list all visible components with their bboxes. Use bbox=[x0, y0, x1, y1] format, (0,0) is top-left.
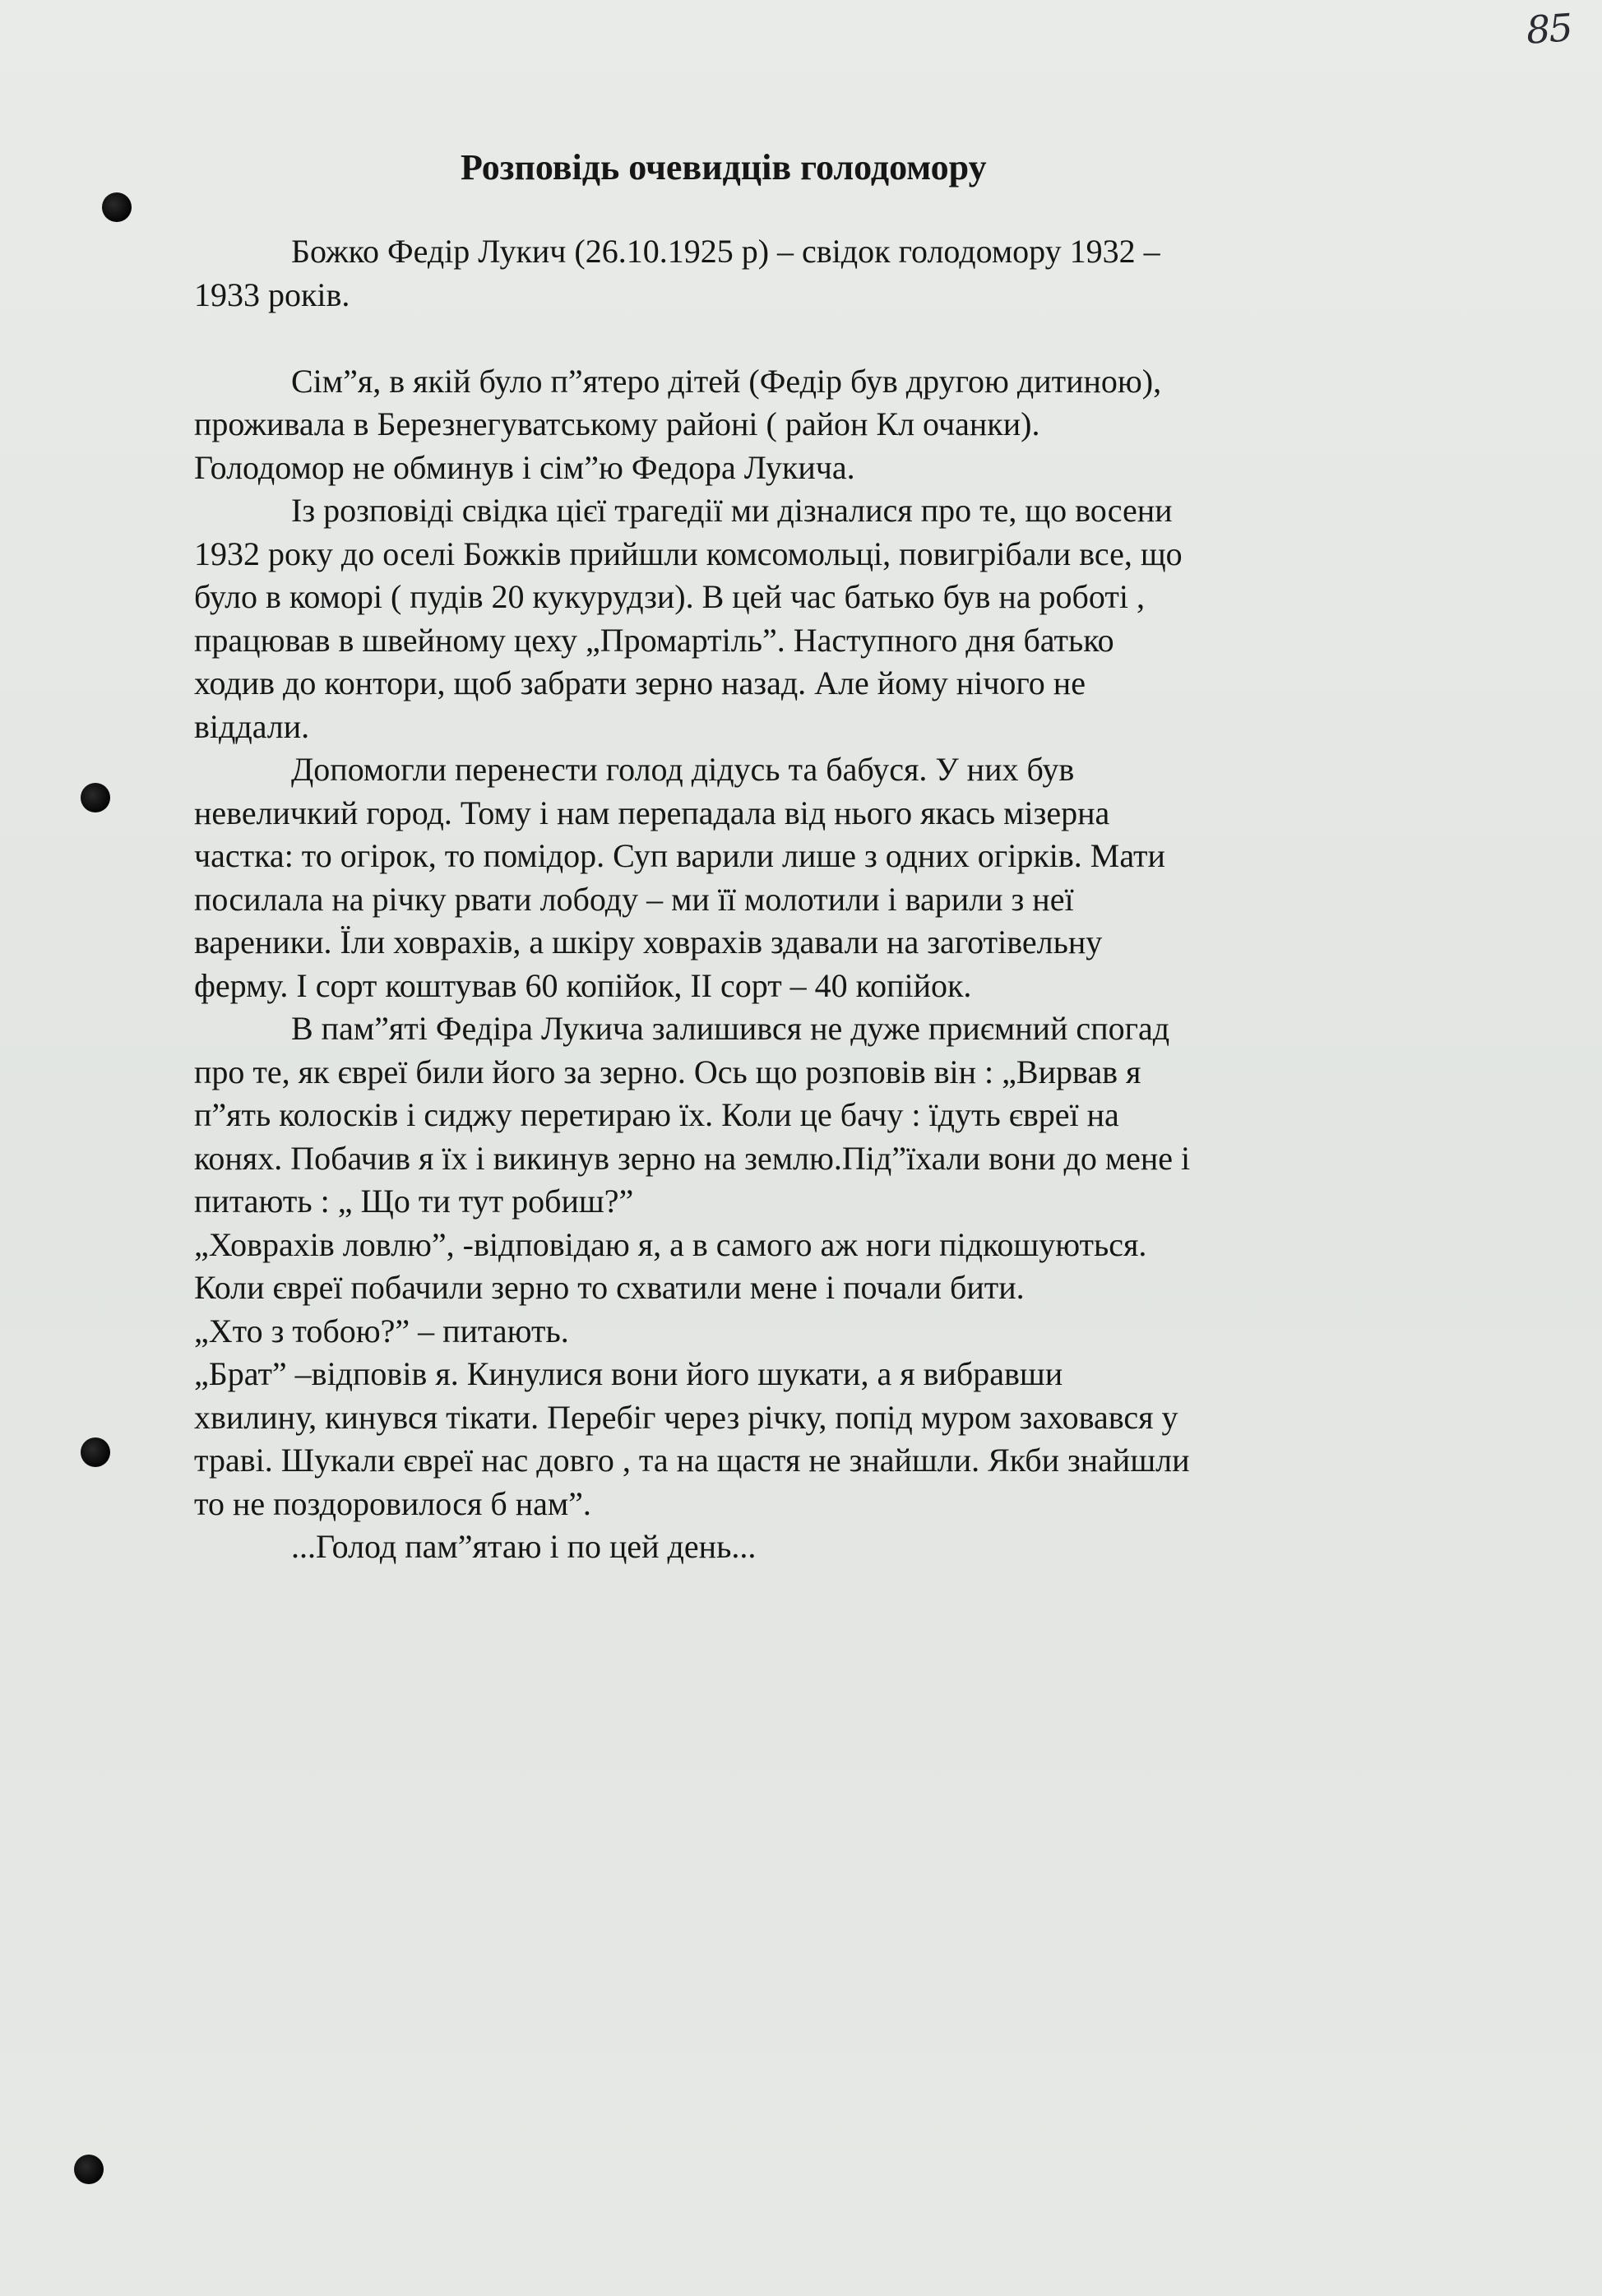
text-line: „Ховрахів ловлю”, -відповідаю я, а в самого аж ноги підкошуються. bbox=[194, 1225, 1147, 1263]
document-title: Розповідь очевидців голодомору bbox=[461, 147, 987, 187]
text-line: хвилину, кинувся тікати. Перебіг через річку, попід муром заховався у bbox=[194, 1398, 1178, 1436]
text-line: „Брат” –відповів я. Кинулися вони його шукати, а я вибравши bbox=[194, 1355, 1063, 1392]
text-line: Сім”я, в якій було п”ятеро дітей (Федір був другою дитиною), bbox=[291, 362, 1162, 400]
text-line: віддали. bbox=[194, 707, 310, 745]
text-line: вареники. Їли ховрахів, а шкіру ховрахів здавали на заготівельну bbox=[194, 923, 1103, 961]
text-line: Допомогли перенести голод дідусь та бабуся. У них був bbox=[291, 751, 1075, 788]
text-line: ферму. І сорт коштував 60 копійок, ІІ сорт – 40 копійок. bbox=[194, 966, 972, 1004]
text-line: 1932 року до оселі Божків прийшли комсомольці, повигрібали все, що bbox=[194, 535, 1183, 572]
text-line: Голодомор не обминув і сім”ю Федора Лукича. bbox=[194, 448, 855, 486]
text-line: „Хто з тобою?” – питають. bbox=[194, 1312, 569, 1349]
punch-hole-icon bbox=[81, 783, 110, 812]
text-line: працював в швейному цеху „Промартіль”. Наступного дня батько bbox=[194, 621, 1114, 659]
text-line: про те, як євреї били його за зерно. Ось що розповів він : „Вирвав я bbox=[194, 1053, 1141, 1090]
punch-hole-icon bbox=[102, 192, 132, 222]
punch-hole-icon bbox=[81, 1437, 110, 1467]
handwritten-page-number: 85 bbox=[1525, 5, 1573, 53]
text-line: то не поздоровилося б нам”. bbox=[194, 1484, 591, 1522]
text-line: було в коморі ( пудів 20 кукурудзи). В цей час батько був на роботі , bbox=[194, 578, 1145, 615]
text-line: питають : „ Що ти тут робиш?” bbox=[194, 1183, 634, 1220]
text-line: невеличкий город. Тому і нам перепадала від нього якась мізерна bbox=[194, 794, 1110, 831]
text-line: В пам”яті Федіра Лукича залишився не дуже приємний спогад bbox=[291, 1010, 1170, 1047]
text-line: посилала на річку рвати лободу – ми її молотили і варили з неї bbox=[194, 880, 1074, 918]
punch-hole-icon bbox=[74, 2155, 104, 2184]
text-line: траві. Шукали євреї нас довго , та на щастя не знайшли. Якби знайшли bbox=[194, 1442, 1190, 1479]
text-line: ходив до контори, щоб забрати зерно назад. Але йому нічого не bbox=[194, 664, 1086, 701]
text-line: конях. Побачив я їх і викинув зерно на землю.Під”їхали вони до мене і bbox=[194, 1139, 1191, 1177]
text-line: п”ять колосків і сиджу перетираю їх. Коли це бачу : їдуть євреї на bbox=[194, 1096, 1119, 1133]
text-line: Божко Федір Лукич (26.10.1925 р) – свідок голодомору 1932 – bbox=[291, 233, 1160, 270]
text-line: 1933 років. bbox=[194, 275, 350, 313]
text-line: частка: то огірок, то помідор. Суп варили лише з одних огірків. Мати bbox=[194, 837, 1165, 874]
paragraph-gap bbox=[194, 317, 1477, 360]
document-body bbox=[194, 230, 1477, 1569]
text-line: Із розповіді свідка цієї трагедії ми дізналися про те, що восени bbox=[291, 492, 1173, 529]
text-line: Коли євреї побачили зерно то схватили мене і почали бити. bbox=[194, 1269, 1025, 1306]
text-line: проживала в Березнегуватському районі ( район Кл очанки). bbox=[194, 405, 1040, 442]
text-line: ...Голод пам”ятаю і по цей день... bbox=[291, 1528, 757, 1565]
